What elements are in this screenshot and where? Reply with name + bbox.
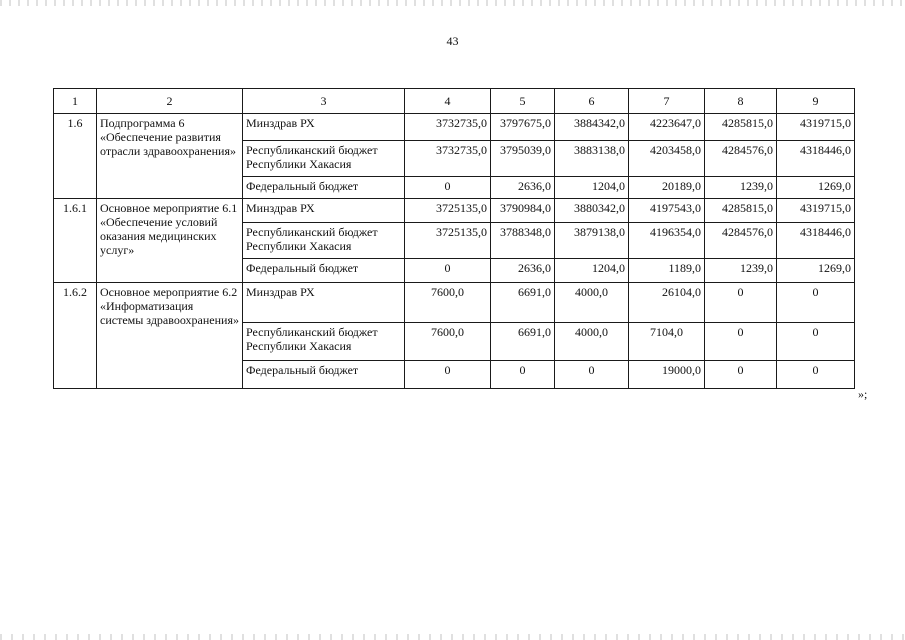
value-cell: 1204,0 xyxy=(555,259,629,283)
program-code: 1.6.2 xyxy=(54,283,97,389)
value-cell: 3880342,0 xyxy=(555,199,629,223)
funding-source: Минздрав РХ xyxy=(243,283,405,323)
value-cell: 3883138,0 xyxy=(555,141,629,177)
program-name: Основное мероприятие 6.1 «Обеспечение условий оказания медицинских услуг» xyxy=(97,199,243,283)
value-cell: 4000,0 xyxy=(555,283,629,323)
funding-source: Минздрав РХ xyxy=(243,114,405,141)
funding-source: Республиканский бюджет Республики Хакасия xyxy=(243,323,405,361)
value-cell: 3879138,0 xyxy=(555,223,629,259)
value-cell: 3732735,0 xyxy=(405,141,491,177)
value-cell: 6691,0 xyxy=(491,283,555,323)
value-cell: 0 xyxy=(405,177,491,199)
value-cell: 1269,0 xyxy=(777,177,855,199)
column-header: 2 xyxy=(97,89,243,114)
value-cell: 3795039,0 xyxy=(491,141,555,177)
program-code: 1.6.1 xyxy=(54,199,97,283)
value-cell: 6691,0 xyxy=(491,323,555,361)
funding-source: Федеральный бюджет xyxy=(243,259,405,283)
column-header: 7 xyxy=(629,89,705,114)
table-row xyxy=(54,199,855,223)
value-cell: 0 xyxy=(777,283,855,323)
column-header: 1 xyxy=(54,89,97,114)
value-cell: 19000,0 xyxy=(629,361,705,389)
value-cell: 20189,0 xyxy=(629,177,705,199)
program-name: Основное мероприятие 6.2 «Информатизация системы здравоохранения» xyxy=(97,283,243,389)
value-cell: 7600,0 xyxy=(405,283,491,323)
program-code: 1.6 xyxy=(54,114,97,199)
value-cell: 0 xyxy=(405,259,491,283)
table-row xyxy=(54,114,855,141)
funding-source: Республиканский бюджет Республики Хакасия xyxy=(243,223,405,259)
value-cell: 4223647,0 xyxy=(629,114,705,141)
value-cell: 4319715,0 xyxy=(777,199,855,223)
value-cell: 3725135,0 xyxy=(405,223,491,259)
funding-source: Федеральный бюджет xyxy=(243,177,405,199)
scan-edge-top xyxy=(0,0,905,6)
value-cell: 0 xyxy=(777,323,855,361)
page-number: 43 xyxy=(446,34,459,48)
value-cell: 2636,0 xyxy=(491,177,555,199)
scan-edge-bottom xyxy=(0,634,905,640)
value-cell: 3732735,0 xyxy=(405,114,491,141)
value-cell: 2636,0 xyxy=(491,259,555,283)
value-cell: 4196354,0 xyxy=(629,223,705,259)
value-cell: 4318446,0 xyxy=(777,223,855,259)
value-cell: 4000,0 xyxy=(555,323,629,361)
program-name: Подпрограмма 6 «Обеспечение развития отрасли здравоохранения» xyxy=(97,114,243,199)
value-cell: 0 xyxy=(491,361,555,389)
value-cell: 1239,0 xyxy=(705,177,777,199)
value-cell: 4203458,0 xyxy=(629,141,705,177)
column-header: 9 xyxy=(777,89,855,114)
value-cell: 0 xyxy=(405,361,491,389)
column-header: 3 xyxy=(243,89,405,114)
table-row xyxy=(54,283,855,323)
funding-source: Федеральный бюджет xyxy=(243,361,405,389)
value-cell: 1189,0 xyxy=(629,259,705,283)
value-cell: 4284576,0 xyxy=(705,141,777,177)
value-cell: 0 xyxy=(705,283,777,323)
value-cell: 3797675,0 xyxy=(491,114,555,141)
value-cell: 4318446,0 xyxy=(777,141,855,177)
value-cell: 4319715,0 xyxy=(777,114,855,141)
closing-quote-mark: »; xyxy=(858,387,868,401)
value-cell: 1204,0 xyxy=(555,177,629,199)
column-header: 4 xyxy=(405,89,491,114)
column-header: 8 xyxy=(705,89,777,114)
column-header: 6 xyxy=(555,89,629,114)
value-cell: 4285815,0 xyxy=(705,199,777,223)
header-row xyxy=(54,89,855,114)
funding-source: Минздрав РХ xyxy=(243,199,405,223)
value-cell: 3884342,0 xyxy=(555,114,629,141)
value-cell: 7104,0 xyxy=(629,323,705,361)
value-cell: 26104,0 xyxy=(629,283,705,323)
value-cell: 0 xyxy=(705,323,777,361)
value-cell: 4285815,0 xyxy=(705,114,777,141)
value-cell: 1269,0 xyxy=(777,259,855,283)
funding-source: Республиканский бюджет Республики Хакасия xyxy=(243,141,405,177)
value-cell: 0 xyxy=(555,361,629,389)
value-cell: 0 xyxy=(777,361,855,389)
value-cell: 1239,0 xyxy=(705,259,777,283)
value-cell: 4284576,0 xyxy=(705,223,777,259)
value-cell: 4197543,0 xyxy=(629,199,705,223)
value-cell: 3725135,0 xyxy=(405,199,491,223)
budget-table xyxy=(53,88,855,389)
value-cell: 7600,0 xyxy=(405,323,491,361)
value-cell: 3790984,0 xyxy=(491,199,555,223)
column-header: 5 xyxy=(491,89,555,114)
value-cell: 0 xyxy=(705,361,777,389)
value-cell: 3788348,0 xyxy=(491,223,555,259)
